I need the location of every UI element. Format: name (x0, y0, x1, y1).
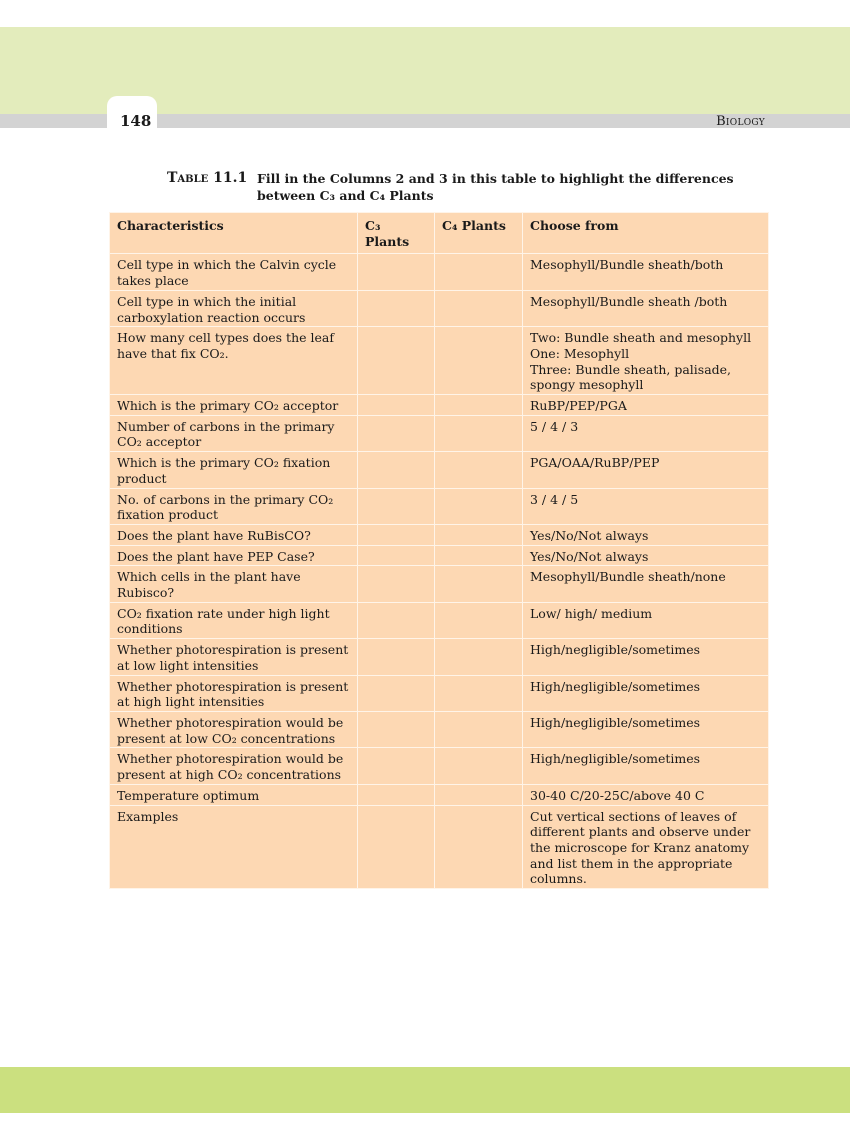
c3-answer-cell[interactable] (358, 711, 435, 747)
choose-from-cell (523, 566, 769, 602)
table-row (110, 254, 769, 290)
choice-option: Two: Bundle sheath and mesophyll (530, 330, 752, 346)
characteristic-cell: Whether photorespiration is present at low light intensities (110, 639, 358, 675)
table-row (110, 805, 769, 889)
table-row (110, 524, 769, 545)
choose-from-cell (523, 545, 769, 566)
c4-answer-cell[interactable] (435, 545, 523, 566)
c4-answer-cell[interactable] (435, 639, 523, 675)
characteristic-cell: Temperature optimum (110, 784, 358, 805)
c4-answer-cell[interactable] (435, 784, 523, 805)
c3-answer-cell[interactable] (358, 488, 435, 524)
choose-from-cell (523, 415, 769, 451)
c3-answer-cell[interactable] (358, 566, 435, 602)
table-row (110, 415, 769, 451)
choose-from-cell (523, 254, 769, 290)
c3-answer-cell[interactable] (358, 748, 435, 784)
choice-option: High/negligible/sometimes (530, 751, 701, 767)
c3-answer-cell[interactable] (358, 805, 435, 889)
c4-answer-cell[interactable] (435, 290, 523, 326)
characteristic-cell: Whether photorespiration would be present at high CO₂ concentrations (110, 748, 358, 784)
choice-option: Mesophyll/Bundle sheath/both (530, 257, 724, 273)
c3-answer-cell[interactable] (358, 524, 435, 545)
c4-answer-cell[interactable] (435, 524, 523, 545)
table-header-row (110, 213, 769, 254)
choose-from-cell (523, 290, 769, 326)
characteristic-cell: CO₂ fixation rate under high light conditions (110, 602, 358, 638)
column-header-characteristics: Characteristics (110, 213, 358, 254)
c4-answer-cell[interactable] (435, 748, 523, 784)
c4-answer-cell[interactable] (435, 327, 523, 395)
characteristic-cell: Which is the primary CO₂ acceptor (110, 395, 358, 416)
choice-option: 5 / 4 / 3 (530, 418, 579, 434)
choose-from-cell (523, 748, 769, 784)
table-row (110, 711, 769, 747)
table-caption-text: Fill in the Columns 2 and 3 in this table to highlight the differences between C₃ and C₄ Plants (257, 171, 734, 203)
characteristic-cell: Which is the primary CO₂ fixation product (110, 452, 358, 488)
choice-option: 3 / 4 / 5 (530, 491, 579, 507)
choose-from-cell (523, 488, 769, 524)
table-row (110, 748, 769, 784)
table-label: Table 11.1 (167, 170, 248, 186)
choice-option: Mesophyll/Bundle sheath/none (530, 569, 726, 585)
choice-option: 30-40 C/20-25C/above 40 C (530, 787, 705, 803)
choice-option: High/negligible/sometimes (530, 714, 701, 730)
c4-answer-cell[interactable] (435, 566, 523, 602)
characteristic-cell: Does the plant have PEP Case? (110, 545, 358, 566)
c3-answer-cell[interactable] (358, 452, 435, 488)
table-row (110, 784, 769, 805)
choose-from-cell (523, 524, 769, 545)
choice-option: Low/ high/ medium (530, 605, 653, 621)
bottom-decorative-band (0, 1067, 850, 1113)
choice-option: High/negligible/sometimes (530, 642, 701, 658)
choice-option: One: Mesophyll (530, 345, 630, 361)
choose-from-cell (523, 395, 769, 416)
characteristic-cell: Cell type in which the initial carboxylation reaction occurs (110, 290, 358, 326)
table-row (110, 452, 769, 488)
characteristic-cell: No. of carbons in the primary CO₂ fixation product (110, 488, 358, 524)
column-header-c3-plants: C₃ Plants (358, 213, 435, 254)
choice-option: RuBP/PEP/PGA (530, 398, 627, 414)
characteristic-cell: Which cells in the plant have Rubisco? (110, 566, 358, 602)
choose-from-cell (523, 639, 769, 675)
characteristic-cell: How many cell types does the leaf have that fix CO₂. (110, 327, 358, 395)
c3-answer-cell[interactable] (358, 784, 435, 805)
choose-from-cell (523, 602, 769, 638)
characteristic-cell: Does the plant have RuBisCO? (110, 524, 358, 545)
choose-from-cell (523, 784, 769, 805)
c3-answer-cell[interactable] (358, 675, 435, 711)
c3-answer-cell[interactable] (358, 639, 435, 675)
c3-answer-cell[interactable] (358, 602, 435, 638)
c4-answer-cell[interactable] (435, 488, 523, 524)
choice-option: Three: Bundle sheath, palisade, spongy mesophyll (530, 361, 732, 393)
choice-option: Yes/No/Not always (530, 548, 649, 564)
choose-from-cell (523, 805, 769, 889)
table-row (110, 327, 769, 395)
table-row (110, 566, 769, 602)
c3-answer-cell[interactable] (358, 415, 435, 451)
table-row (110, 675, 769, 711)
page-number: 148 (120, 112, 152, 130)
table-row (110, 602, 769, 638)
c3-answer-cell[interactable] (358, 545, 435, 566)
table-row (110, 488, 769, 524)
choose-from-cell (523, 675, 769, 711)
choose-from-cell (523, 711, 769, 747)
table-row (110, 290, 769, 326)
choice-option: Yes/No/Not always (530, 527, 649, 543)
c4-answer-cell[interactable] (435, 675, 523, 711)
c3-answer-cell[interactable] (358, 327, 435, 395)
table-body (110, 254, 769, 889)
choose-from-cell (523, 327, 769, 395)
characteristic-cell: Cell type in which the Calvin cycle takes place (110, 254, 358, 290)
characteristic-cell: Number of carbons in the primary CO₂ acceptor (110, 415, 358, 451)
c4-answer-cell[interactable] (435, 805, 523, 889)
c3-answer-cell[interactable] (358, 290, 435, 326)
subject-title: Biology (716, 114, 765, 129)
column-header-c4-plants: C₄ Plants (435, 213, 523, 254)
table-row (110, 545, 769, 566)
table-row (110, 395, 769, 416)
c4-answer-cell[interactable] (435, 452, 523, 488)
c4-answer-cell[interactable] (435, 254, 523, 290)
c3-answer-cell[interactable] (358, 254, 435, 290)
choice-option: Mesophyll/Bundle sheath /both (530, 293, 728, 309)
characteristic-cell: Whether photorespiration would be present at low CO₂ concentrations (110, 711, 358, 747)
c4-answer-cell[interactable] (435, 602, 523, 638)
comparison-table (109, 212, 769, 889)
c4-answer-cell[interactable] (435, 395, 523, 416)
choice-option: Cut vertical sections of leaves of different plants and observe under the microscope for Kranz anatomy and list them in the appropriate columns. (530, 808, 751, 887)
characteristic-cell: Whether photorespiration is present at high light intensities (110, 675, 358, 711)
c4-answer-cell[interactable] (435, 711, 523, 747)
c3-answer-cell[interactable] (358, 395, 435, 416)
table-row (110, 639, 769, 675)
column-header-choose-from: Choose from (523, 213, 769, 254)
choose-from-cell (523, 452, 769, 488)
c4-answer-cell[interactable] (435, 415, 523, 451)
choice-option: PGA/OAA/RuBP/PEP (530, 455, 660, 471)
characteristic-cell: Examples (110, 805, 358, 889)
choice-option: High/negligible/sometimes (530, 678, 701, 694)
